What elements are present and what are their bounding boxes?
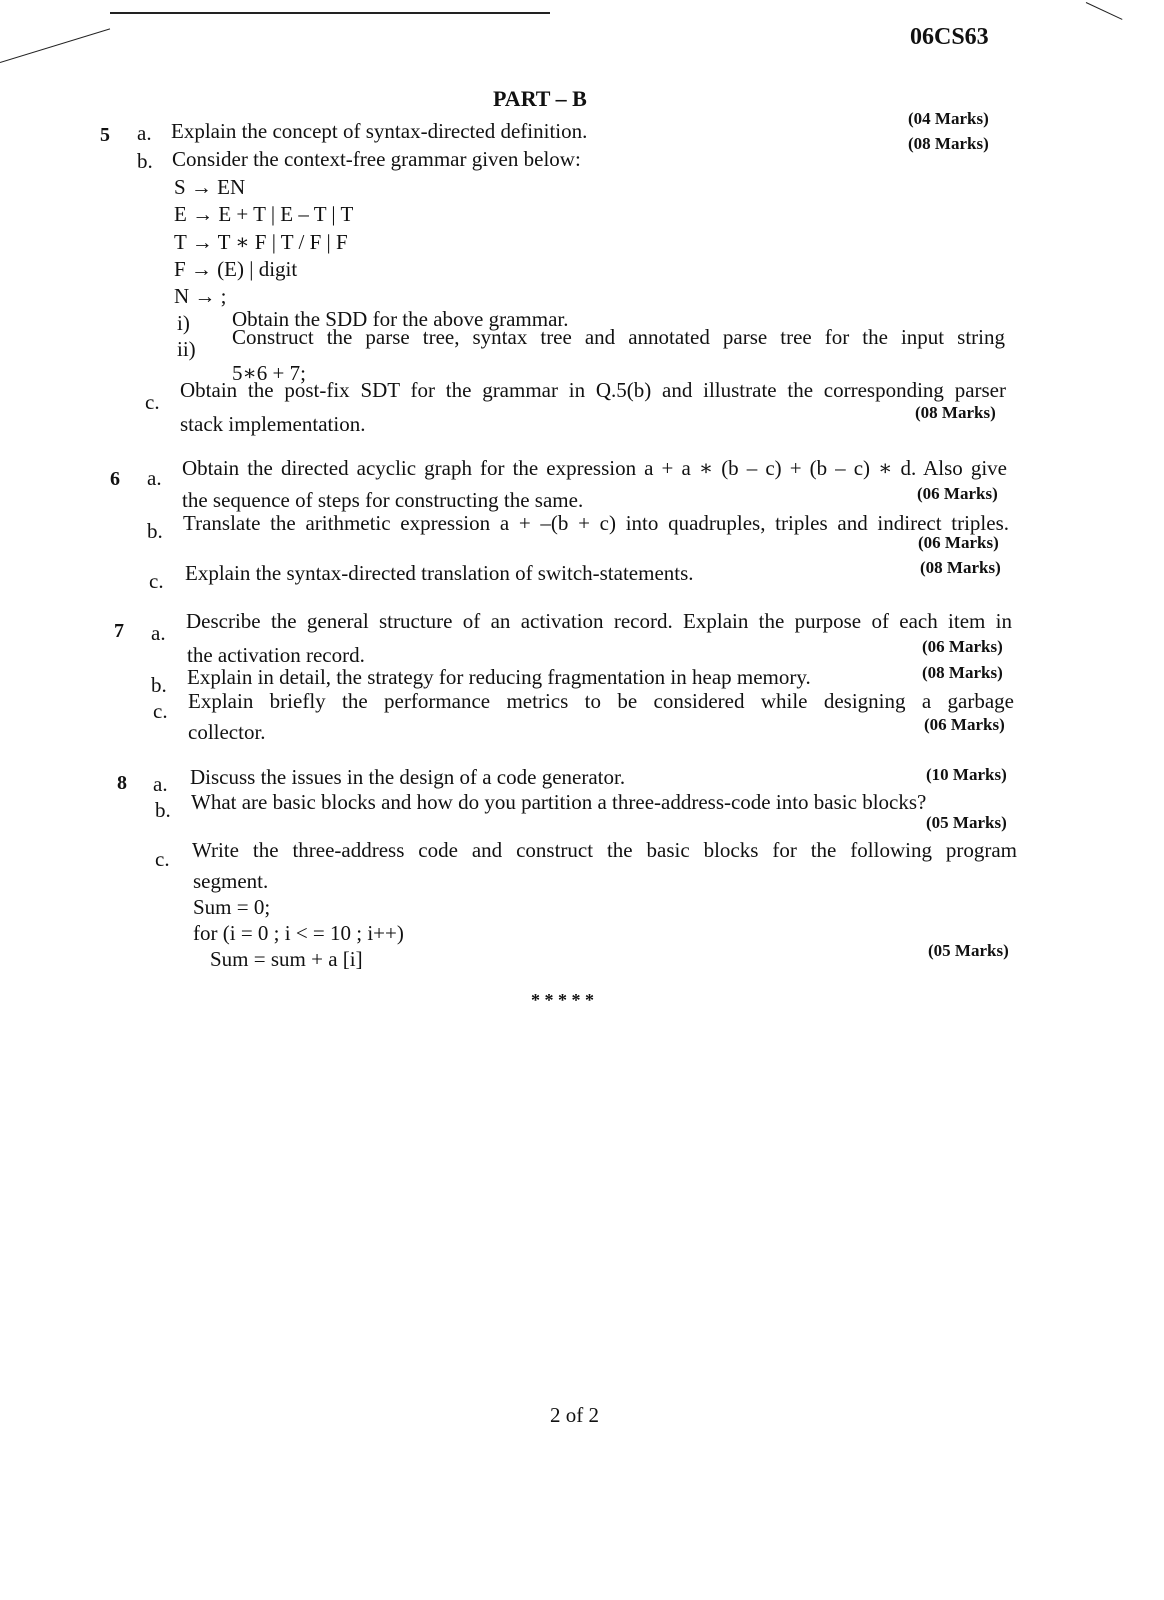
sub-item-label: ii) xyxy=(177,337,196,361)
scan-corner-mark-left xyxy=(0,28,110,63)
question-text: Discuss the issues in the design of a code generator. xyxy=(190,765,626,789)
sub-item-text: 5∗6 + 7; xyxy=(232,361,306,385)
marks-label: (08 Marks) xyxy=(920,558,1001,577)
grammar-rule: F → (E) | digit xyxy=(174,257,298,281)
item-label: c. xyxy=(155,847,170,871)
sub-item-text: Obtain the SDD for the above grammar. xyxy=(232,307,569,331)
question-text: Describe the general structure of an activation record. Explain the purpose of each item in xyxy=(186,609,1012,633)
question-text: Consider the context-free grammar given below: xyxy=(172,147,581,171)
grammar-rule: E → E + T | E – T | T xyxy=(174,202,354,226)
question-text: Explain the concept of syntax-directed definition. xyxy=(171,119,588,143)
question-text: Obtain the directed acyclic graph for the expression a + a ∗ (b – c) + (b – c) ∗ d. Also give xyxy=(182,456,1007,480)
part-heading: PART – B xyxy=(493,86,587,111)
item-label: a. xyxy=(153,772,168,796)
question-text: Obtain the post-fix SDT for the grammar in Q.5(b) and illustrate the corresponding parser xyxy=(180,378,1006,402)
question-text: Explain briefly the performance metrics to be considered while designing a garbage xyxy=(188,689,1014,713)
question-text: the sequence of steps for constructing the same. xyxy=(182,488,584,512)
item-label: c. xyxy=(145,390,160,414)
item-label: c. xyxy=(149,569,164,593)
code-line: for (i = 0 ; i < = 10 ; i++) xyxy=(193,921,404,945)
item-label: a. xyxy=(151,621,166,645)
code-line: Sum = 0; xyxy=(193,895,271,919)
marks-label: (05 Marks) xyxy=(926,813,1007,832)
item-label: b. xyxy=(155,798,171,822)
question-text: Explain in detail, the strategy for reducing fragmentation in heap memory. xyxy=(187,665,811,689)
question-text: stack implementation. xyxy=(180,412,366,436)
question-text: Explain the syntax-directed translation of switch-statements. xyxy=(185,561,694,585)
scan-top-line xyxy=(110,12,550,14)
marks-label: (08 Marks) xyxy=(908,134,989,153)
end-stars: * * * * * xyxy=(531,990,594,1010)
item-label: a. xyxy=(137,121,152,145)
question-number: 6 xyxy=(110,468,120,490)
marks-label: (05 Marks) xyxy=(928,941,1009,960)
subject-code: 06CS63 xyxy=(910,24,989,50)
marks-label: (10 Marks) xyxy=(926,765,1007,784)
scan-corner-mark-right xyxy=(1086,2,1123,20)
question-number: 7 xyxy=(114,620,124,642)
marks-label: (06 Marks) xyxy=(922,637,1003,656)
item-label: a. xyxy=(147,466,162,490)
page-number: 2 of 2 xyxy=(550,1403,599,1427)
question-text: Write the three-address code and construct the basic blocks for the following program xyxy=(192,838,1017,862)
marks-label: (04 Marks) xyxy=(908,109,989,128)
question-number: 5 xyxy=(100,124,110,146)
item-label: b. xyxy=(151,673,167,697)
question-number: 8 xyxy=(117,772,127,794)
item-label: b. xyxy=(137,149,153,173)
question-text: the activation record. xyxy=(187,643,365,667)
grammar-rule: N → ; xyxy=(174,284,227,308)
question-text: What are basic blocks and how do you partition a three-address-code into basic blocks? xyxy=(191,790,927,814)
question-text: Translate the arithmetic expression a + –(b + c) into quadruples, triples and indirect triples. xyxy=(183,511,1009,535)
marks-label: (08 Marks) xyxy=(915,403,996,422)
item-label: c. xyxy=(153,699,168,723)
sub-item-text: Construct the parse tree, syntax tree and annotated parse tree for the input string xyxy=(232,325,1005,349)
code-line: Sum = sum + a [i] xyxy=(210,947,363,971)
marks-label: (06 Marks) xyxy=(917,484,998,503)
marks-label: (06 Marks) xyxy=(918,533,999,552)
grammar-rule: S → EN xyxy=(174,175,246,199)
marks-label: (08 Marks) xyxy=(922,663,1003,682)
marks-label: (06 Marks) xyxy=(924,715,1005,734)
question-text: segment. xyxy=(193,869,269,893)
question-text: collector. xyxy=(188,720,266,744)
grammar-rule: T → T ∗ F | T / F | F xyxy=(174,230,348,254)
item-label: b. xyxy=(147,519,163,543)
sub-item-label: i) xyxy=(177,311,190,335)
